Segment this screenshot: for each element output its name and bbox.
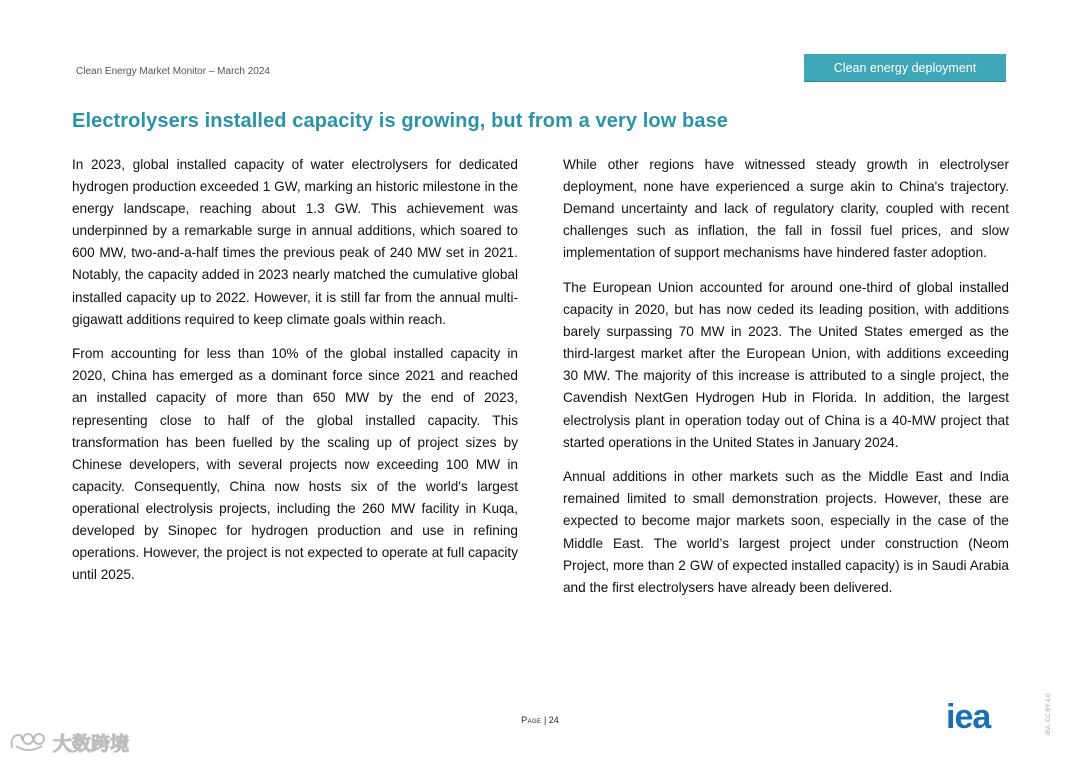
paragraph: From accounting for less than 10% of the global installed capacity in 2020, China has emerged as a dominant force since 2021 and reached an installed capacity of more than 650 MW by the end of 2023, representing close to half of the global installed capacity. This transformation has been fuelled by the scaling up of project sizes by Chinese developers, with several projects now exceeding 100 MW in capacity. Consequently, China now hosts six of the world's largest operational electrolysis projects, including the 260 MW facility in Kuqa, developed by Sinopec for hydrogen production and use in refining operations. However, the project is not expected to operate at full capacity until 2025. [72,346,518,583]
paragraph: In 2023, global installed capacity of water electrolysers for dedicated hydrogen production exceeded 1 GW, marking an historic milestone in the energy landscape, reaching about 1.3 GW. This achievement was underpinned by a remarkable surge in annual additions, which soared to 600 MW, two-and-a-half times the previous peak of 240 MW set in 2021. Notably, the capacity added in 2023 nearly matched the cumulative global installed capacity up to 2022. However, it is still far from the annual multi-gigawatt additions required to keep climate goals within reach. [72,157,518,327]
paragraph: Annual additions in other markets such as the Middle East and India remained limited to small demonstration projects. However, these are expected to become major markets soon, especially in the case of the Middle East. The world’s largest project under construction (Neom Project, more than 2 GW of expected installed capacity) is in Saudi Arabia and the first electrolysers have already been delivered. [563,469,1009,595]
page-separator: | [541,715,549,725]
paragraph: While other regions have witnessed steady growth in electrolyser deployment, none have experienced a surge akin to China's trajectory. Demand uncertainty and lack of regulatory clarity, coupled with recent challenges such as inflation, the fall in fossil fuel prices, and slow implementation of support mechanisms have hindered faster adoption. [563,157,1009,261]
logo-text: iea [946,700,991,734]
page-title: Electrolysers installed capacity is growing, but from a very low base [72,110,729,132]
watermark-text: 大数跨境 [53,732,130,755]
section-tag: Clean energy deployment [804,54,1006,82]
right-column [563,154,1009,611]
paragraph: The European Union accounted for around one-third of global installed capacity in 2020, but has now ceded its leading position, with additions barely surpassing 70 MW in 2023. The United States emerged as the third-largest market after the European Union, with additions exceeding 30 MW. The majority of this increase is attributed to a single project, the Cavendish NextGen Hydrogen Hub in Florida. In addition, the largest electrolysis plant in operation today out of China is a 40-MW project that started operations in the United States in January 2024. [563,279,1009,450]
page-number-value: 24 [548,715,559,725]
page-label: Page [521,715,542,725]
watermark [8,728,129,756]
running-head: Clean Energy Market Monitor – March 2024 [76,66,270,77]
license-note: IEA. CC BY 4.0. [1046,692,1052,735]
watermark-logo-icon [8,730,48,754]
left-column [72,154,518,599]
iea-logo-icon [946,700,1008,734]
page-number [0,715,1080,725]
